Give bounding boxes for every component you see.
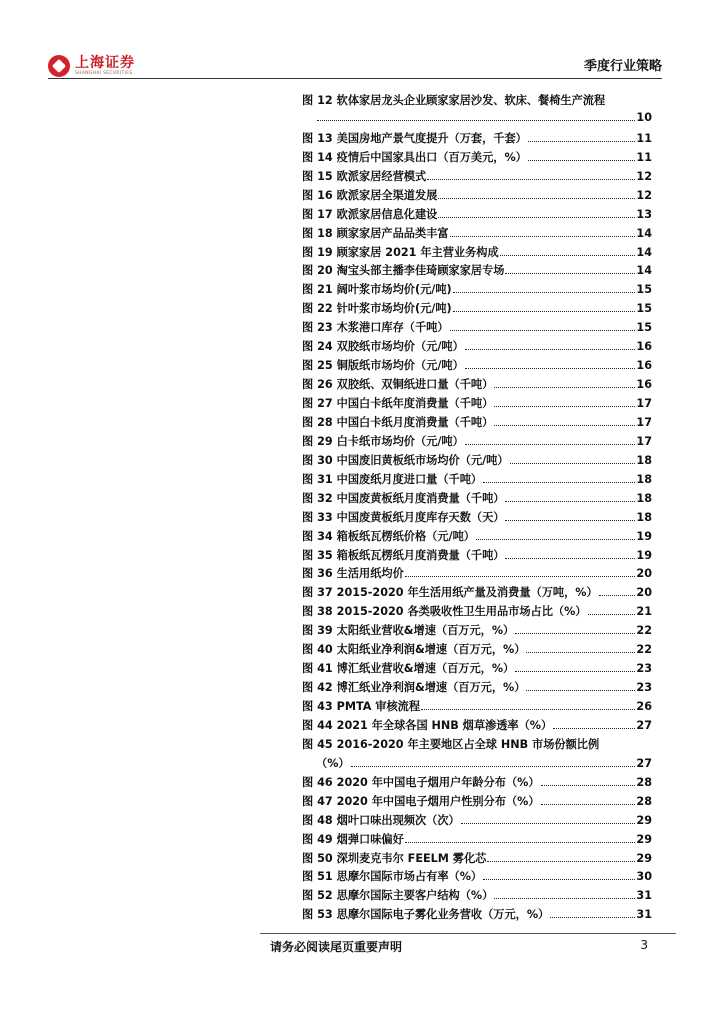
toc-page-number: 16 xyxy=(636,359,652,373)
toc-entry[interactable] xyxy=(302,471,652,490)
report-type: 季度行业策略 xyxy=(583,59,662,74)
toc-figure-title: 针叶浆市场均价(元/吨) xyxy=(336,302,452,316)
toc-page-number: 27 xyxy=(636,718,652,732)
toc-figure-number: 图 40 xyxy=(302,643,333,657)
toc-figure-title: 欧派家居经营模式 xyxy=(336,169,427,183)
toc-figure-title: 中国废纸月度进口量（千吨） xyxy=(336,472,483,486)
toc-figure-number: 图 47 xyxy=(302,794,333,808)
toc-page-number: 22 xyxy=(636,643,652,657)
toc-entry[interactable] xyxy=(302,603,652,622)
toc-page-number: 31 xyxy=(636,908,652,922)
toc-leader-dots xyxy=(494,898,635,899)
toc-page-number: 11 xyxy=(636,131,652,145)
toc-figure-title: 中国废黄板纸月度消费量（千吨） xyxy=(336,491,505,505)
toc-leader-dots xyxy=(438,217,635,218)
toc-page-number: 18 xyxy=(636,472,652,486)
toc-entry[interactable] xyxy=(302,92,652,111)
toc-page-number: 13 xyxy=(636,207,652,221)
toc-leader-dots xyxy=(450,330,636,331)
toc-figure-number: 图 43 xyxy=(302,700,333,713)
toc-page-number: 12 xyxy=(636,188,652,202)
toc-figure-title: 2020 年中国电子烟用户年龄分布（%） xyxy=(336,775,540,789)
toc-entry[interactable] xyxy=(302,660,652,679)
toc-leader-dots xyxy=(487,861,635,862)
toc-page-number: 10 xyxy=(636,110,652,124)
toc-entry[interactable] xyxy=(302,622,652,641)
toc-figure-title: 木浆港口库存（千吨） xyxy=(336,321,449,335)
toc-figure-number: 图 25 xyxy=(302,359,333,373)
toc-leader-dots xyxy=(599,595,636,596)
toc-figure-title: 中国废黄板纸月度库存天数（天） xyxy=(336,510,505,524)
toc-leader-dots xyxy=(541,804,636,805)
brand-name: 上海证券 xyxy=(75,54,135,71)
toc-page-number: 17 xyxy=(636,415,652,429)
toc-page-number: 23 xyxy=(636,662,652,676)
toc-entry[interactable] xyxy=(302,490,652,509)
toc-page-number: 19 xyxy=(636,529,652,543)
toc-page-number: 14 xyxy=(636,245,652,259)
toc-page-number: 21 xyxy=(636,605,652,619)
toc-leader-dots xyxy=(465,444,636,445)
toc-leader-dots xyxy=(494,425,635,426)
toc-figure-number: 图 52 xyxy=(302,889,333,903)
toc-entry[interactable] xyxy=(302,319,652,338)
toc-figure-number: 图 14 xyxy=(302,150,333,164)
toc-figure-title: 2020 年中国电子烟用户性别分布（%） xyxy=(336,794,540,808)
toc-page-number: 15 xyxy=(636,283,652,297)
toc-entry[interactable] xyxy=(302,528,652,547)
toc-page-number: 18 xyxy=(636,491,652,505)
toc-leader-dots xyxy=(505,501,635,502)
toc-entry[interactable] xyxy=(302,206,652,225)
toc-figure-number: 图 41 xyxy=(302,662,333,676)
toc-figure-number: 图 31 xyxy=(302,472,333,486)
toc-leader-dots xyxy=(505,273,635,274)
toc-entry[interactable] xyxy=(302,584,652,603)
toc-page-number: 18 xyxy=(636,453,652,467)
toc-page-number: 29 xyxy=(636,832,652,846)
toc-entry[interactable] xyxy=(302,376,652,395)
toc-figure-number: 图 20 xyxy=(302,264,333,278)
toc-figure-title: 2021 年全球各国 HNB 烟草渗透率（%） xyxy=(336,718,553,732)
toc-leader-dots xyxy=(438,198,635,199)
toc-figure-title: 中国白卡纸年度消费量（千吨） xyxy=(336,397,494,410)
toc-figure-number: 图 49 xyxy=(302,832,333,846)
toc-entry[interactable] xyxy=(302,906,652,925)
toc-figure-number: 图 45 xyxy=(302,737,333,751)
toc-entry[interactable] xyxy=(302,774,652,793)
toc-figure-number: 图 35 xyxy=(302,548,333,562)
toc-page-number: 17 xyxy=(636,397,652,410)
toc-figure-title: 烟叶口味出现频次（次） xyxy=(336,813,460,827)
toc-figure-title: 双胶纸市场均价（元/吨） xyxy=(336,340,464,354)
toc-figure-number: 图 36 xyxy=(302,567,333,581)
toc-page-number: 16 xyxy=(636,378,652,392)
toc-figure-number: 图 33 xyxy=(302,510,333,524)
toc-leader-dots xyxy=(461,823,636,824)
toc-figure-number: 图 30 xyxy=(302,453,333,467)
toc-leader-dots xyxy=(465,368,636,369)
toc-page-number: 17 xyxy=(636,434,652,448)
toc-figure-number: 图 53 xyxy=(302,908,333,922)
toc-page-number: 30 xyxy=(636,870,652,884)
toc-figure-number: 图 37 xyxy=(302,586,333,600)
toc-leader-dots xyxy=(405,576,636,577)
toc-leader-dots xyxy=(505,558,635,559)
toc-figure-title: 太阳纸业净利润&增速（百万元，%） xyxy=(336,643,526,657)
toc-figure-title: 顾家家居 2021 年主营业务构成 xyxy=(336,245,499,259)
toc-figure-number: 图 51 xyxy=(302,870,333,884)
toc-figure-title: 欧派家居全渠道发展 xyxy=(336,188,438,202)
toc-figure-number: 图 26 xyxy=(302,378,333,392)
toc-page-number: 18 xyxy=(636,510,652,524)
toc-figure-title: 软体家居龙头企业顾家家居沙发、软床、餐椅生产流程 xyxy=(336,94,606,107)
toc-leader-dots xyxy=(421,709,635,710)
toc-entry[interactable] xyxy=(302,887,652,906)
toc-figure-title: 箱板纸瓦楞纸月度消费量（千吨） xyxy=(336,548,505,562)
toc-entry[interactable] xyxy=(302,509,652,528)
toc-leader-dots xyxy=(528,160,636,161)
toc-figure-number: 图 22 xyxy=(302,302,333,316)
toc-figure-title: 疫情后中国家具出口（百万美元，%） xyxy=(336,150,527,164)
toc-entry[interactable] xyxy=(302,338,652,357)
toc-entry[interactable] xyxy=(302,433,652,452)
toc-leader-dots xyxy=(553,728,635,729)
toc-leader-dots xyxy=(450,236,636,237)
toc-figure-number: 图 13 xyxy=(302,131,333,145)
toc-figure-number: 图 32 xyxy=(302,491,333,505)
toc-entry[interactable] xyxy=(302,225,652,244)
toc-leader-dots xyxy=(405,842,636,843)
toc-figure-title: 太阳纸业营收&增速（百万元，%） xyxy=(336,624,515,638)
toc-leader-dots xyxy=(526,652,635,653)
toc-figure-number: 图 18 xyxy=(302,226,333,240)
toc-entry[interactable] xyxy=(302,414,652,433)
toc-figure-title: 美国房地产景气度提升（万套，千套） xyxy=(336,131,527,145)
logo-emblem-icon xyxy=(48,55,70,77)
toc-entry[interactable] xyxy=(302,698,652,717)
footer-disclaimer: 请务必阅读尾页重要声明 xyxy=(270,940,403,954)
toc-entry[interactable] xyxy=(302,452,652,471)
toc-figure-number: 图 39 xyxy=(302,624,333,638)
toc-figure-title: 中国废旧黄板纸市场均价（元/吨） xyxy=(336,453,509,467)
toc-page-number: 14 xyxy=(636,264,652,278)
toc-entry[interactable] xyxy=(302,168,652,187)
toc-entry[interactable] xyxy=(302,736,652,755)
toc-page-number: 15 xyxy=(636,302,652,316)
toc-page-number: 27 xyxy=(636,756,652,770)
toc-figure-title: 思摩尔国际电子雾化业务营收（万元，%） xyxy=(336,908,550,922)
toc-leader-dots xyxy=(483,482,635,483)
toc-figure-title: 铜版纸市场均价（元/吨） xyxy=(336,359,464,373)
toc-figure-title: 思摩尔国际主要客户结构（%） xyxy=(336,889,494,903)
toc-page-number: 20 xyxy=(636,586,652,600)
toc-entry[interactable] xyxy=(302,357,652,376)
toc-figure-number: 图 16 xyxy=(302,188,333,202)
toc-leader-dots xyxy=(494,406,635,407)
toc-entry[interactable] xyxy=(302,187,652,206)
toc-figure-number: 图 17 xyxy=(302,207,333,221)
toc-page-number: 15 xyxy=(636,321,652,335)
toc-figure-title: 双胶纸、双铜纸进口量（千吨） xyxy=(336,378,494,392)
toc-page-number: 29 xyxy=(636,851,652,865)
toc-entry[interactable] xyxy=(302,300,652,319)
toc-figure-number: 图 38 xyxy=(302,605,333,619)
page-number: 3 xyxy=(640,938,648,952)
header-divider xyxy=(48,78,662,79)
toc-entry[interactable] xyxy=(302,130,652,149)
toc-leader-dots xyxy=(510,463,636,464)
toc-figure-title: 白卡纸市场均价（元/吨） xyxy=(336,434,464,448)
toc-leader-dots xyxy=(515,633,635,634)
toc-figure-number: 图 44 xyxy=(302,718,333,732)
toc-figure-title: 博汇纸业营收&增速（百万元，%） xyxy=(336,662,515,676)
brand-name-en: SHANGHAI SECURITIES xyxy=(75,70,133,76)
toc-leader-dots xyxy=(351,766,636,767)
toc-figure-title: 中国白卡纸月度消费量（千吨） xyxy=(336,415,494,429)
toc-leader-dots xyxy=(476,539,635,540)
toc-entry[interactable] xyxy=(302,868,652,887)
toc-leader-dots xyxy=(453,311,636,312)
toc-page-number: 26 xyxy=(636,700,652,713)
toc-figure-title: 箱板纸瓦楞纸价格（元/吨） xyxy=(336,529,475,543)
toc-leader-dots xyxy=(317,120,635,121)
toc-page-number: 29 xyxy=(636,813,652,827)
toc-figure-title: 深圳麦克韦尔 FEELM 雾化芯 xyxy=(336,851,487,865)
toc-figure-number: 图 28 xyxy=(302,415,333,429)
toc-page-number: 28 xyxy=(636,794,652,808)
toc-figure-number: 图 19 xyxy=(302,245,333,259)
toc-page-number: 11 xyxy=(636,150,652,164)
toc-leader-dots xyxy=(505,520,635,521)
toc-page-number: 23 xyxy=(636,681,652,695)
toc-figure-title: 烟弹口味偏好 xyxy=(336,832,404,846)
toc-entry[interactable] xyxy=(302,565,652,584)
toc-figure-title: 欧派家居信息化建设 xyxy=(336,207,438,221)
toc-page-number: 20 xyxy=(636,567,652,581)
toc-figure-number: 图 34 xyxy=(302,529,333,543)
toc-entry[interactable] xyxy=(302,262,652,281)
toc-leader-dots xyxy=(500,255,636,256)
toc-figure-title: PMTA 审核流程 xyxy=(336,700,421,713)
toc-leader-dots xyxy=(427,179,635,180)
toc-figure-number: 图 23 xyxy=(302,321,333,335)
toc-leader-dots xyxy=(588,614,636,615)
toc-entry[interactable] xyxy=(302,679,652,698)
toc-page-number: 31 xyxy=(636,889,652,903)
toc-figure-number: 图 24 xyxy=(302,340,333,354)
figure-list xyxy=(302,92,652,925)
toc-figure-title: 2016-2020 年主要地区占全球 HNB 市场份额比例 xyxy=(336,737,600,751)
toc-leader-dots xyxy=(541,785,636,786)
toc-figure-number: 图 15 xyxy=(302,169,333,183)
toc-figure-number: 图 50 xyxy=(302,851,333,865)
toc-figure-number: 图 29 xyxy=(302,434,333,448)
toc-entry[interactable] xyxy=(302,717,652,736)
toc-entry[interactable] xyxy=(302,831,652,850)
toc-figure-title: 淘宝头部主播李佳琦顾家家居专场 xyxy=(336,264,505,278)
toc-entry[interactable] xyxy=(302,547,652,566)
toc-entry[interactable] xyxy=(302,244,652,263)
toc-leader-dots xyxy=(453,292,636,293)
toc-figure-title: 顾家家居产品品类丰富 xyxy=(336,226,449,240)
toc-page-number: 28 xyxy=(636,775,652,789)
toc-leader-dots xyxy=(550,917,635,918)
toc-leader-dots xyxy=(494,387,635,388)
toc-figure-title: 2015-2020 年生活用纸产量及消费量（万吨，%） xyxy=(336,586,598,600)
company-logo xyxy=(48,55,135,77)
toc-figure-title: 生活用纸均价 xyxy=(336,567,404,581)
toc-figure-number: 图 42 xyxy=(302,681,333,695)
toc-leader-dots xyxy=(526,690,635,691)
toc-entry[interactable] xyxy=(302,395,652,414)
toc-page-number: 12 xyxy=(636,169,652,183)
toc-leader-dots xyxy=(528,141,636,142)
toc-figure-number: 图 12 xyxy=(302,94,333,107)
footer-divider xyxy=(260,933,676,934)
toc-entry[interactable] xyxy=(302,755,652,774)
toc-page-number: 19 xyxy=(636,548,652,562)
toc-entry[interactable] xyxy=(302,641,652,660)
toc-entry[interactable] xyxy=(302,812,652,831)
toc-figure-title: （%） xyxy=(316,756,350,770)
toc-figure-number: 图 21 xyxy=(302,283,333,297)
toc-entry[interactable] xyxy=(302,111,652,130)
toc-figure-title: 博汇纸业净利润&增速（百万元，%） xyxy=(336,681,526,695)
toc-leader-dots xyxy=(465,349,636,350)
toc-leader-dots xyxy=(483,879,635,880)
toc-figure-number: 图 27 xyxy=(302,397,333,410)
toc-page-number: 22 xyxy=(636,624,652,638)
toc-figure-number: 图 46 xyxy=(302,775,333,789)
toc-page-number: 14 xyxy=(636,226,652,240)
toc-leader-dots xyxy=(515,671,635,672)
toc-figure-number: 图 48 xyxy=(302,813,333,827)
toc-figure-title: 思摩尔国际市场占有率（%） xyxy=(336,870,483,884)
toc-page-number: 16 xyxy=(636,340,652,354)
toc-figure-title: 阔叶浆市场均价(元/吨) xyxy=(336,283,452,297)
toc-entry[interactable] xyxy=(302,149,652,168)
toc-entry[interactable] xyxy=(302,281,652,300)
toc-entry[interactable] xyxy=(302,850,652,869)
toc-figure-title: 2015-2020 各类吸收性卫生用品市场占比（%） xyxy=(336,605,587,619)
toc-entry[interactable] xyxy=(302,793,652,812)
